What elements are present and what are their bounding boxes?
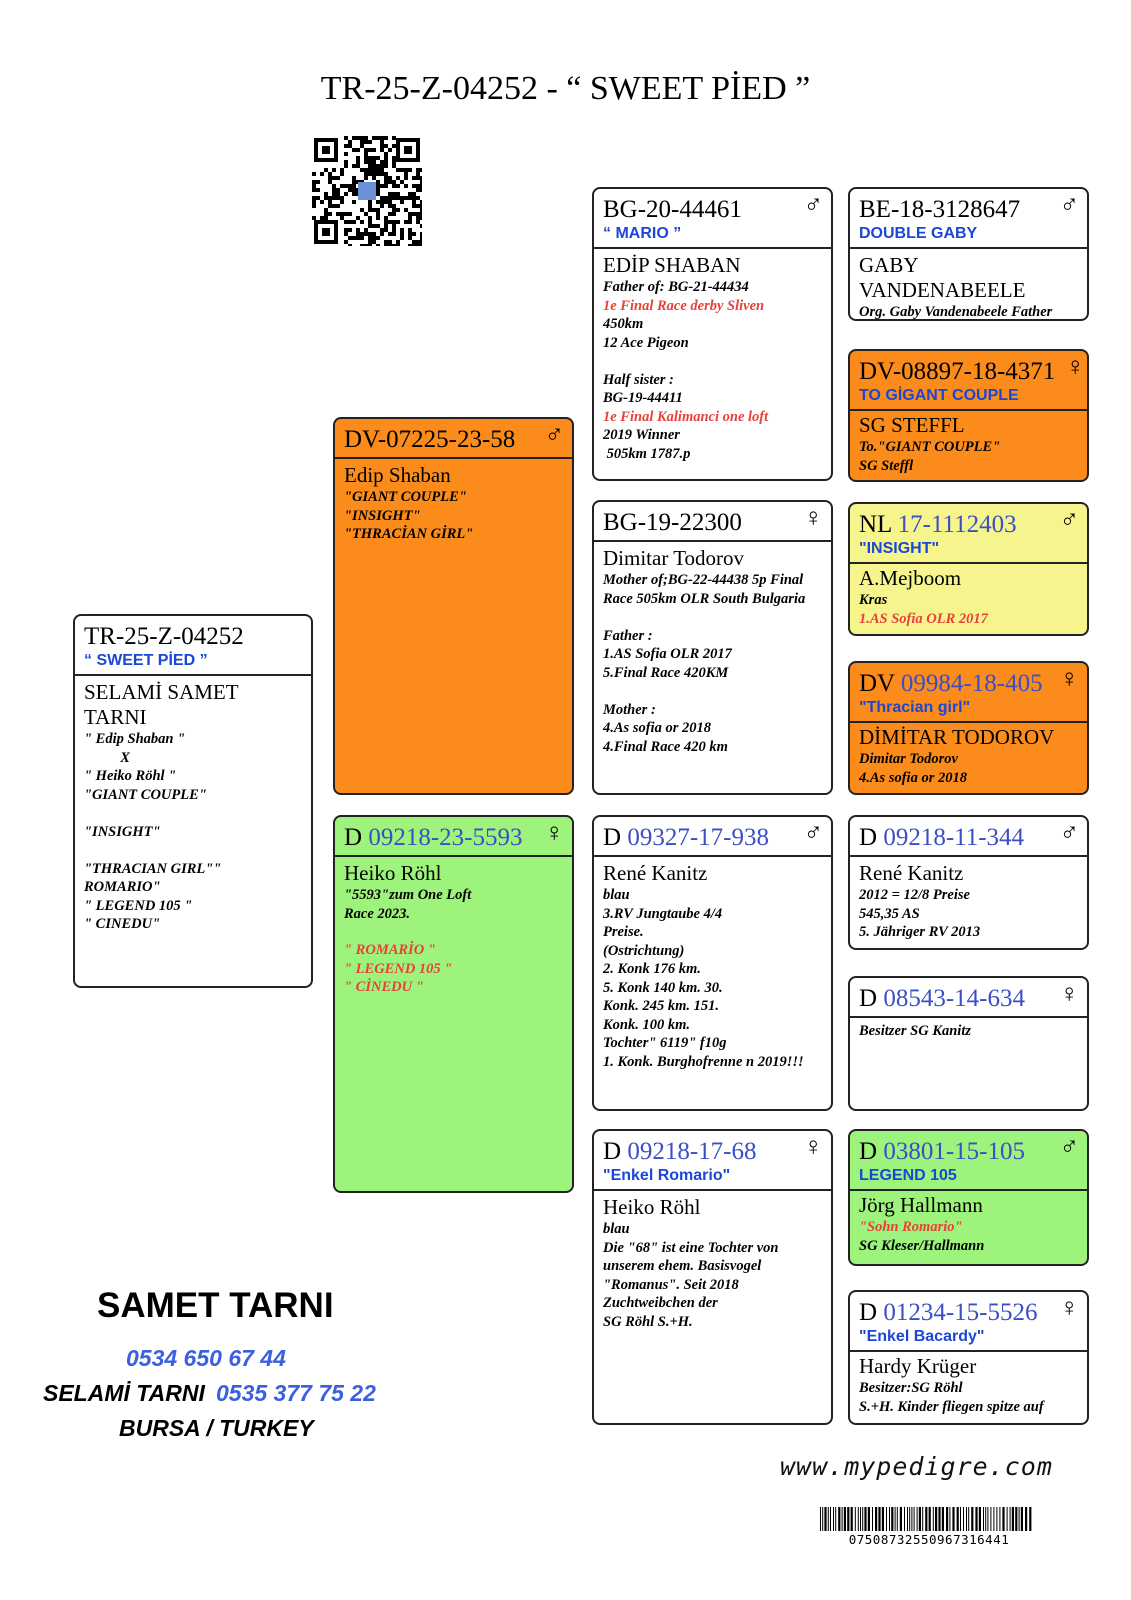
male-icon: ♂ (544, 420, 564, 449)
info-line: X (84, 749, 130, 766)
female-icon: ♀ (1059, 1293, 1079, 1322)
sire-sire-card[interactable] (592, 187, 833, 481)
info-line (603, 352, 822, 371)
info-line: S.+H. Kinder fliegen spitze auf (859, 1398, 1044, 1415)
info-line: 4.Final Race 420 km (603, 738, 728, 755)
owner-name: Heiko Röhl (603, 1195, 701, 1219)
info-line: " Edip Shaban " (84, 731, 186, 747)
dam-dam-card[interactable] (592, 1129, 833, 1425)
ring-prefix: D (603, 1138, 622, 1165)
breeder-location: BURSA / TURKEY (119, 1415, 314, 1441)
info-line (603, 608, 822, 627)
info-line: Half sister : (603, 371, 674, 388)
dam-card[interactable] (333, 815, 574, 1193)
male-icon: ♂ (803, 818, 823, 847)
ring-number: 09984-18-405 (900, 670, 1043, 697)
owner-name: SG STEFFL (859, 413, 965, 437)
info-line: Race 2023. (344, 905, 411, 922)
ddd-card[interactable] (848, 1290, 1089, 1425)
info-line: SG Kleser/Hallmann (859, 1237, 985, 1254)
info-line (603, 682, 822, 701)
dds-card[interactable] (848, 1129, 1089, 1266)
owner-name: Dimitar Todorov (603, 546, 745, 570)
info-line: " LEGEND 105 " (84, 897, 193, 914)
info-line: " ROMARİO " (344, 942, 436, 958)
info-line: Race 505km OLR South Bulgaria (603, 590, 806, 607)
dam-sire-card[interactable] (592, 815, 833, 1111)
ring-number: 09218-11-344 (883, 824, 1025, 851)
info-line: Preise. (603, 924, 644, 940)
info-line: blau (603, 1221, 630, 1237)
ring-number: TR-25-Z-04252 (84, 623, 244, 650)
owner-name: GABY (859, 253, 919, 277)
info-line: "5593"zum One Loft (344, 887, 472, 903)
info-line: SG Röhl S.+H. (603, 1313, 693, 1330)
dsd-card[interactable] (848, 976, 1089, 1111)
info-line: 3.RV Jungtaube 4/4 (603, 905, 723, 922)
pigeon-name: DOUBLE GABY (859, 225, 978, 242)
info-line: (Ostrichtung) (603, 942, 685, 959)
ring-number: 17-1112403 (897, 511, 1017, 538)
info-line: 545,35 AS (859, 905, 920, 922)
info-line: 4.As sofia or 2018 (603, 720, 711, 736)
info-line: "Romanus". Seit 2018 (603, 1276, 739, 1293)
ring-prefix: DV (859, 670, 895, 697)
owner-name: Edip Shaban (344, 463, 451, 487)
info-line: "Sohn Romario" (859, 1219, 963, 1235)
info-line: 5.Final Race 420KM (603, 664, 729, 681)
info-line: Besitzer:SG Röhl (859, 1380, 963, 1396)
ring-number: BE-18-3128647 (859, 196, 1021, 223)
female-icon: ♀ (1059, 664, 1079, 693)
pigeon-name: "INSIGHT" (859, 540, 940, 557)
info-line: "THRACIAN GIRL"" (84, 860, 222, 877)
pigeon-name: TO GİGANT COUPLE (859, 387, 1019, 404)
page-title: TR-25-Z-04252 - “ SWEET PİED ” (320, 70, 811, 107)
info-line: Dimitar Todorov (859, 751, 958, 767)
breeder-name: SAMET TARNI (97, 1286, 334, 1325)
female-icon: ♀ (803, 1132, 823, 1161)
pigeon-name: "Thracian girl" (859, 699, 971, 716)
owner-name: René Kanitz (859, 861, 964, 885)
info-line: 1e Final Kalimanci one loft (603, 408, 769, 425)
ring-number: 09218-23-5593 (368, 824, 523, 851)
pigeon-name: “ MARIO ” (603, 225, 682, 242)
info-line: blau (603, 887, 630, 903)
info-line: 2. Konk 176 km. (603, 961, 701, 977)
info-line: Konk. 100 km. (603, 1016, 691, 1033)
info-line: "GIANT COUPLE" (84, 786, 207, 803)
subject-card[interactable] (73, 614, 313, 988)
info-line: "THRACİAN GİRL" (344, 526, 474, 542)
ring-number: 09327-17-938 (627, 824, 769, 851)
info-line: " CINEDU" (84, 916, 161, 932)
info-line: SG Steffl (859, 457, 914, 474)
info-line: 5. Konk 140 km. 30. (603, 979, 723, 996)
sdd-card[interactable] (848, 661, 1089, 795)
male-icon: ♂ (1059, 818, 1079, 847)
info-line (84, 841, 302, 860)
male-icon: ♂ (1059, 1132, 1079, 1161)
ring-prefix: D (859, 985, 878, 1012)
owner-name: Hardy Krüger (859, 1354, 977, 1378)
owner-name: René Kanitz (603, 861, 708, 885)
info-line: "INSIGHT" (344, 507, 421, 524)
barcode-icon (820, 1507, 1034, 1531)
info-line: unserem ehem. Basisvogel (603, 1258, 762, 1274)
owner-name: A.Mejboom (859, 566, 962, 590)
male-icon: ♂ (1059, 505, 1079, 534)
sds-card[interactable] (848, 502, 1089, 636)
info-line: 1e Final Race derby Sliven (603, 297, 765, 314)
website-link[interactable]: www.mypedigre.com (780, 1452, 1053, 1481)
ring-prefix: D (859, 1138, 878, 1165)
ring-number: 03801-15-105 (883, 1138, 1025, 1165)
info-line: Kras (859, 592, 888, 608)
ssd-card[interactable] (848, 349, 1089, 482)
ring-number: 01234-15-5526 (883, 1299, 1038, 1326)
owner-name: Jörg Hallmann (859, 1193, 983, 1217)
female-icon: ♀ (1065, 352, 1085, 381)
info-line: Besitzer SG Kanitz (859, 1023, 971, 1039)
female-icon: ♀ (544, 818, 564, 847)
info-line: BG-19-44411 (603, 390, 683, 406)
info-line: 5. Jähriger RV 2013 (859, 924, 981, 940)
ring-prefix: D (603, 824, 622, 851)
ring-number: BG-20-44461 (603, 196, 742, 223)
info-line: Mother of;BG-22-44438 5p Final (603, 572, 804, 588)
male-icon: ♂ (803, 190, 823, 219)
info-line: To."GIANT COUPLE" (859, 439, 1001, 455)
info-line: 12 Ace Pigeon (603, 334, 689, 351)
info-line: Org. Gaby Vandenabeele Father (859, 304, 1053, 320)
info-line: " Heiko Röhl " (84, 768, 177, 784)
dss-card[interactable] (848, 815, 1089, 950)
ring-number: 08543-14-634 (883, 985, 1025, 1012)
barcode-number: 07508732550967316441 (848, 1532, 1010, 1547)
ring-prefix: NL (859, 511, 892, 538)
breeder-person-2: SELAMİ TARNI (43, 1380, 205, 1406)
ring-number: BG-19-22300 (603, 509, 742, 536)
info-line: Tochter" 6119" f10g (603, 1035, 727, 1051)
info-line: Father : (603, 627, 653, 644)
info-line: 1.AS Sofia OLR 2017 (859, 610, 988, 627)
breeder-phone-2[interactable]: 0535 377 75 22 (216, 1380, 376, 1406)
info-line: ROMARIO" (84, 879, 161, 895)
owner-name: DİMİTAR TODOROV (859, 725, 1055, 749)
info-line: 450km (603, 316, 644, 332)
info-line: " LEGEND 105 " (344, 960, 453, 977)
info-line: 1. Konk. Burghofrenne n 2019!!! (603, 1053, 804, 1070)
ring-prefix: D (859, 1299, 878, 1326)
male-icon: ♂ (1059, 190, 1079, 219)
info-line: Die "68" ist eine Tochter von (603, 1239, 779, 1256)
owner-name-cont: VANDENABEELE (859, 278, 1026, 302)
ring-prefix: D (859, 824, 878, 851)
info-line: 2019 Winner (603, 427, 680, 443)
ring-number: DV-07225-23-58 (344, 426, 516, 453)
info-line: "GIANT COUPLE" (344, 489, 467, 505)
info-line: Zuchtweibchen der (603, 1295, 718, 1311)
pigeon-name: "Enkel Bacardy" (859, 1328, 985, 1345)
qr-code-icon (312, 136, 422, 246)
info-line (84, 804, 302, 823)
pigeon-name: “ SWEET PİED ” (84, 652, 208, 669)
info-line: " CİNEDU " (344, 979, 424, 995)
info-line: 1.AS Sofia OLR 2017 (603, 646, 732, 662)
ring-number: DV-08897-18-4371 (859, 358, 1056, 385)
female-icon: ♀ (1059, 979, 1079, 1008)
pigeon-name: LEGEND 105 (859, 1167, 957, 1184)
sire-card[interactable] (333, 417, 574, 795)
info-line: Konk. 245 km. 151. (603, 998, 720, 1014)
pigeon-name: "Enkel Romario" (603, 1167, 731, 1184)
ring-number: 09218-17-68 (627, 1138, 757, 1165)
breeder-phone-1[interactable]: 0534 650 67 44 (126, 1345, 286, 1371)
owner-name: Heiko Röhl (344, 861, 442, 885)
info-line: 505km 1787.p (603, 445, 691, 462)
info-line: "INSIGHT" (84, 823, 161, 840)
female-icon: ♀ (803, 503, 823, 532)
owner-name: EDİP SHABAN (603, 253, 741, 277)
info-line: 2012 = 12/8 Preise (859, 887, 970, 903)
info-line: 4.As sofia or 2018 (859, 769, 967, 786)
sire-dam-card[interactable] (592, 500, 833, 795)
ring-prefix: D (344, 824, 363, 851)
sss-card[interactable] (848, 187, 1089, 321)
owner-name: SELAMİ SAMET TARNI (84, 680, 239, 729)
info-line: Father of: BG-21-44434 (603, 279, 749, 295)
info-line: Mother : (603, 701, 656, 718)
